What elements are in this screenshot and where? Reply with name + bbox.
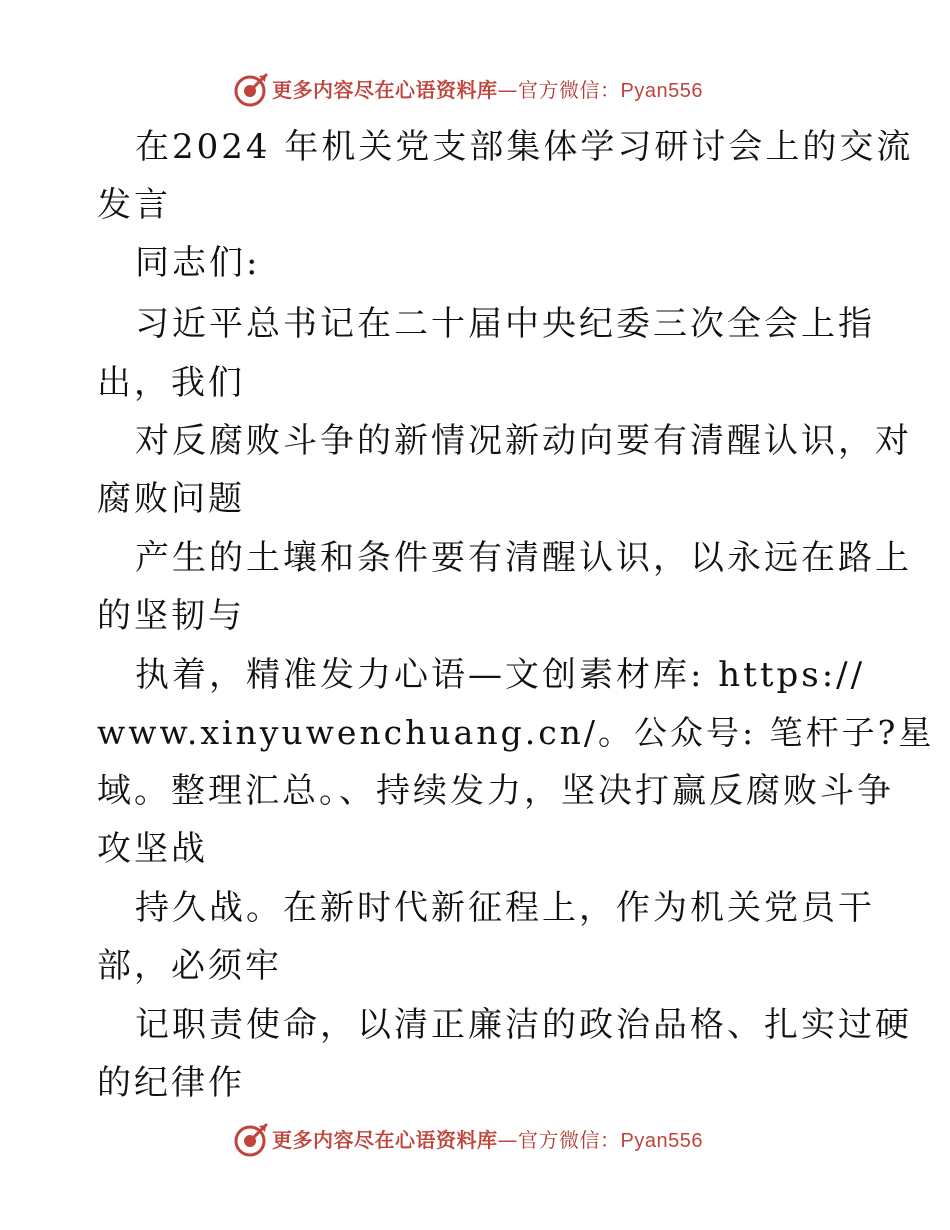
text-line: 同志们: [135, 243, 261, 283]
text-line: 的纪律作 [97, 1063, 245, 1103]
text-line: 域。整理汇总。、持续发力，坚决打赢反腐败斗争 [97, 771, 894, 811]
footer-banner [0, 1120, 950, 1160]
quill-pen-logo-icon [232, 72, 268, 108]
text-line: 发言 [97, 185, 171, 225]
text-line: 记职责使命，以清正廉洁的政治品格、扎实过硬 [135, 1005, 912, 1045]
text-line: 攻坚战 [97, 829, 208, 869]
banner-promo: 更多内容尽在心语资料库 [272, 78, 498, 102]
text-line: 对反腐败斗争的新情况新动向要有清醒认识，对 [135, 421, 912, 461]
banner-dash: — [497, 78, 518, 102]
banner-text [272, 78, 703, 103]
text-line: www.xinyuwenchuang.cn/。公众号: 笔杆子?星 [97, 713, 935, 752]
banner-text [272, 1128, 703, 1153]
text-line: 执着，精准发力心语—文创素材库: https:// [135, 655, 866, 695]
text-line: 产生的土壤和条件要有清醒认识，以永远在路上 [135, 538, 912, 578]
banner-wechat-handle: Pyan556 [620, 1130, 703, 1152]
quill-pen-logo-icon [232, 1122, 268, 1158]
banner-promo: 更多内容尽在心语资料库 [272, 1128, 498, 1152]
text-line: 在2024 年机关党支部集体学习研讨会上的交流 [135, 127, 914, 167]
text-line: 的坚韧与 [97, 596, 245, 636]
text-line: 腐败问题 [97, 479, 245, 519]
banner-wechat-handle: Pyan556 [620, 80, 703, 102]
header-banner [0, 70, 950, 110]
banner-wechat-label: 官方微信： [518, 1128, 621, 1152]
text-line: 习近平总书记在二十届中央纪委三次全会上指 [135, 304, 875, 344]
text-line: 部，必须牢 [97, 946, 282, 986]
banner-dash: — [497, 1128, 518, 1152]
text-line: 出，我们 [97, 363, 245, 403]
text-line: 持久战。在新时代新征程上，作为机关党员干 [135, 888, 875, 928]
banner-wechat-label: 官方微信： [518, 78, 621, 102]
